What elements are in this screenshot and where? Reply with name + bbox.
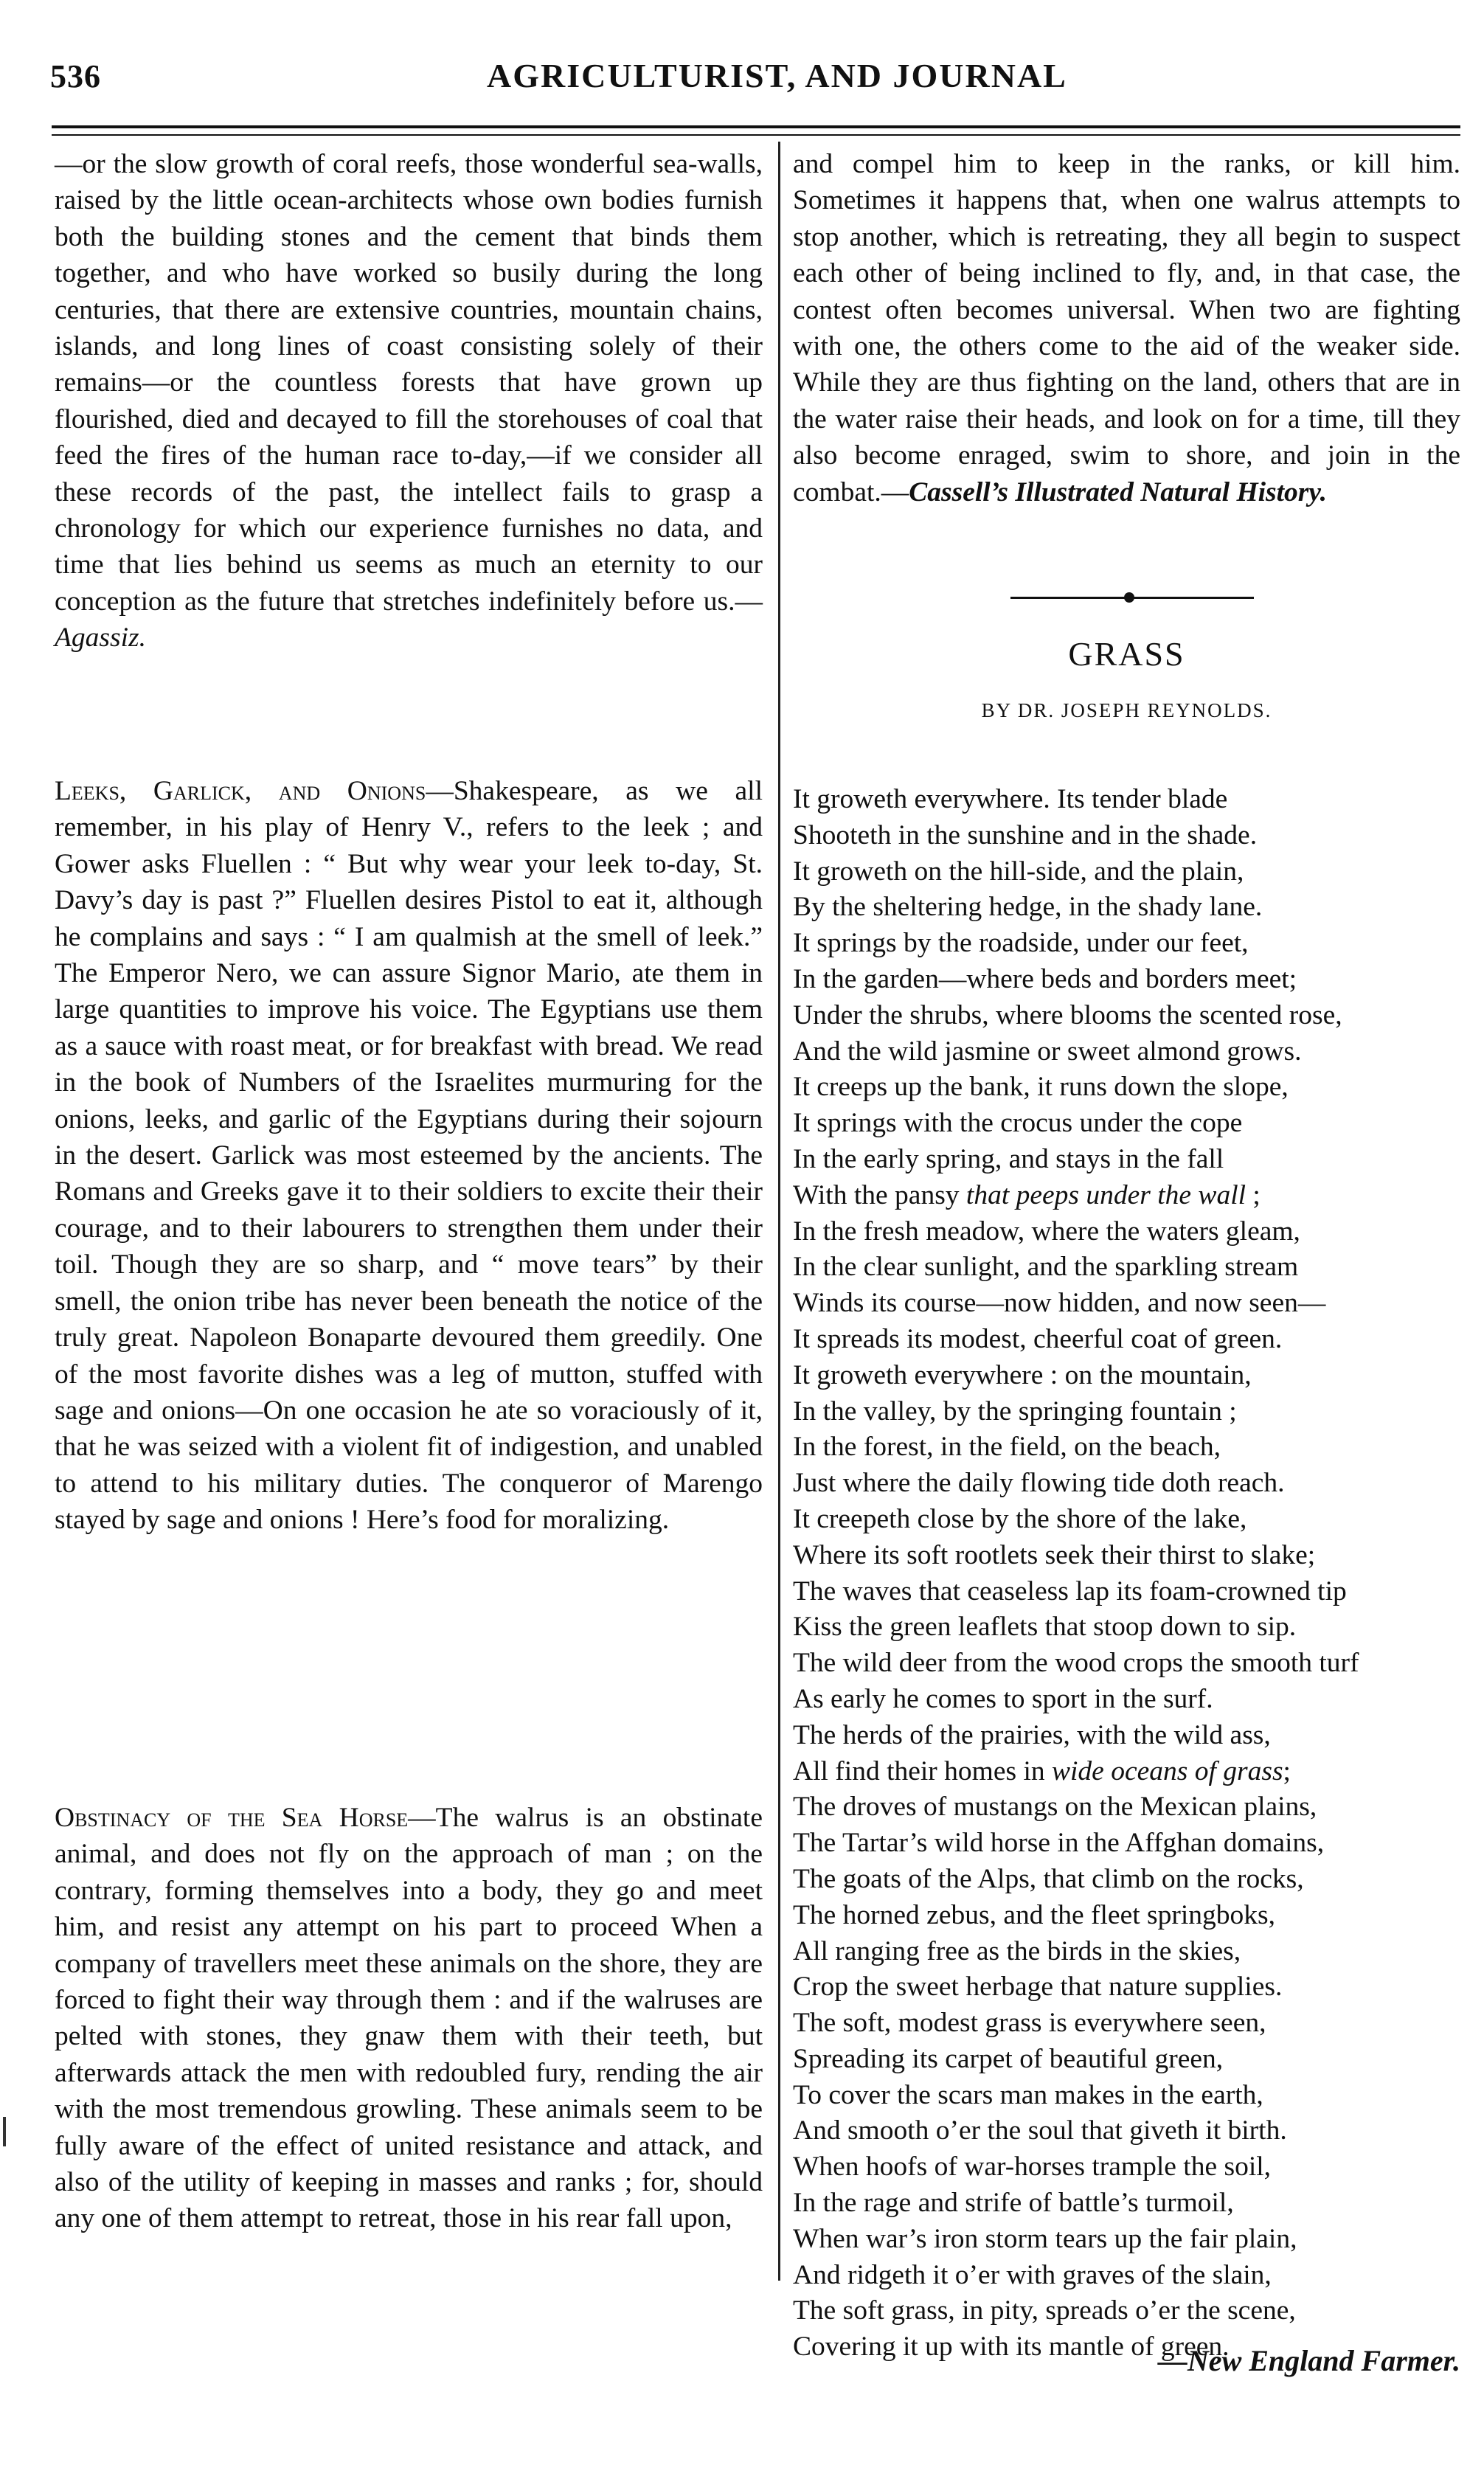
poem-line: In the clear sunlight, and the sparkling stream (793, 1252, 1299, 1283)
column-divider (778, 142, 780, 2281)
walrus-text: —The walrus is an obstinate animal, and does not fly on the approach of man ; on the contrary, forming themselves into a body, they go and meet him, and resist any attempt on his part to proceed When a company of travellers meet these animals on the shore, they are forced to fight their way through them : and if the walruses are pelted with stones, they gnaw them with their teeth, but afterwards attack the men with redoubled fury, rending the air with the most tremendous growling. These animals seem to be fully aware of the effect of united resistance and attack, and also of the utility of keeping in masses and ranks ; for, should any one of them attempt to retreat, those in his rear fall upon, (55, 1803, 763, 2234)
walrus-continued-text: and compel him to keep in the ranks, or kill him. Sometimes it happens that, when one walrus attempts to stop another, which is retreating, they all begin to suspect each other of being inclined to fly, and, in that case, the contest often becomes universal. When two are fighting with one, the others come to the aid of the weaker side. While they are thus fighting on the land, others that are in the water raise their heads, and look on for a time, till they also become enraged, swim to shore, and join in the combat.— (793, 149, 1460, 507)
poem-line: In the early spring, and stays in the fall (793, 1143, 1224, 1174)
poem-line: Kiss the green leaflets that stoop down to sip. (793, 1612, 1297, 1643)
poem-byline: BY DR. JOSEPH REYNOLDS. (981, 699, 1272, 721)
poem-line: In the fresh meadow, where the waters gleam, (793, 1216, 1300, 1247)
poem-line: In the rage and strife of battle’s turmoil, (793, 2188, 1234, 2219)
poem-line: The soft grass, in pity, spreads o’er the scene, (793, 2295, 1296, 2326)
poem-line: When war’s iron storm tears up the fair plain, (793, 2223, 1297, 2254)
poem-line: Crop the sweet herbage that nature supplies. (793, 1972, 1283, 2003)
poem-line: All ranging free as the birds in the skies, (793, 1935, 1241, 1966)
poem-line: The wild deer from the wood crops the smooth turf (793, 1648, 1359, 1679)
walrus-continued-paragraph (793, 146, 1460, 510)
divider-dot (1124, 592, 1134, 603)
poem-line: Under the shrubs, where blooms the scented rose, (793, 999, 1342, 1030)
walrus-heading: Obstinacy of the Sea Horse (55, 1803, 409, 1833)
poem-line: With the pansy that peeps under the wall ; (793, 1179, 1261, 1210)
poem-line: The Tartar’s wild horse in the Affghan domains, (793, 1828, 1325, 1859)
poem-line: Where its soft rootlets seek their thirst to slake; (793, 1539, 1316, 1570)
poem-line: It groweth on the hill-side, and the plain, (793, 856, 1244, 887)
walrus-source: Cassell’s Illustrated Natural History. (909, 476, 1328, 507)
poem-source: —New England Farmer. (1157, 2344, 1460, 2377)
poem-line: To cover the scars man makes in the earth, (793, 2079, 1263, 2110)
poem-line: It creeps up the bank, it runs down the slope, (793, 1072, 1289, 1103)
poem-line: And the wild jasmine or sweet almond grows. (793, 1036, 1302, 1067)
poem-line: Shooteth in the sunshine and in the shade. (793, 819, 1258, 850)
walrus-continued (793, 146, 1460, 510)
running-title: AGRICULTURIST, AND JOURNAL (487, 57, 1067, 94)
poem-line: It groweth everywhere. Its tender blade (793, 784, 1228, 814)
poem-line: The horned zebus, and the fleet springboks, (793, 1899, 1275, 1930)
poem-line: As early he comes to sport in the surf. (793, 1683, 1213, 1714)
poem-line: The herds of the prairies, with the wild ass, (793, 1719, 1271, 1750)
page-number: 536 (50, 58, 101, 94)
leeks-text: —Shakespeare, as we all remember, in his play of Henry V., refers to the leek ; and Gower asks Fluellen : “ But why wear your leek to-day, St. Davy’s day is past ?” Fluellen desires Pistol to eat it, although he complains and says : “ I am qualmish at the smell of leek.” The Emperor Nero, we can assure Signor Mario, ate them in large quantities to improve his voice. The Egyptians use them as a sauce with roast meat, or for breakfast with bread. We read in the book of Numbers of the Israelites murmuring for the onions, leeks, and garlic of the Egyptians during their sojourn in the desert. Garlick was most esteemed by the ancients. The Romans and Greeks gave it to their soldiers to excite their their courage, and to their labourers to strengthen them under their toil. Though they are so sharp, and “ move tears” by their smell, the onion tribe has never been beneath the notice of the truly great. Napoleon Bonaparte devoured them greedily. One of the most favorite dishes was a leg of mutton, stuffed with sage and onions—On one occasion he ate so voraciously of it, that he was seized with a violent fit of indigestion, and unabled to attend to his military duties. The conqueror of Marengo stayed by sage and onions ! Here’s food for moralizing. (55, 776, 763, 1536)
agassiz-source: Agassiz. (55, 623, 146, 654)
poem-title: GRASS (1068, 635, 1185, 673)
left-column (55, 146, 763, 656)
poem-line: In the garden—where beds and borders meet; (793, 963, 1297, 994)
poem-line: Just where the daily flowing tide doth reach. (793, 1468, 1285, 1499)
header-rule-thick (52, 125, 1460, 128)
poem-line: It springs by the roadside, under our feet, (793, 928, 1249, 959)
poem-line: It springs with the crocus under the cope (793, 1108, 1243, 1139)
poem-line: And ridgeth it o’er with graves of the slain, (793, 2259, 1272, 2290)
poem-line: Spreading its carpet of beautiful green, (793, 2043, 1224, 2074)
poem-line: It creepeth close by the shore of the lake, (793, 1503, 1247, 1534)
poem-line: The goats of the Alps, that climb on the rocks, (793, 1863, 1304, 1894)
poem-line: Covering it up with its mantle of green. (793, 2332, 1230, 2363)
poem-line: In the forest, in the field, on the beach, (793, 1432, 1221, 1463)
walrus-paragraph (55, 1800, 763, 2237)
walrus-article (55, 1800, 763, 2237)
poem-line: Winds its course—now hidden, and now seen— (793, 1288, 1326, 1319)
poem-line: And smooth o’er the soul that giveth it birth. (793, 2115, 1287, 2146)
poem-line: It groweth everywhere : on the mountain, (793, 1359, 1252, 1390)
poem-line: All find their homes in wide oceans of grass; (793, 1755, 1291, 1786)
leeks-paragraph (55, 773, 763, 1539)
leeks-article (55, 773, 763, 1539)
agassiz-text: —or the slow growth of coral reefs, those wonderful sea-walls, raised by the little ocean-architects whose own bodies furnish both the building stones and the cement that binds them together, and who have worked so busily during the long centuries, that there are extensive countries, mountain chains, islands, and long lines of coast consisting solely of their remains—or the countless forests that have grown up flourished, died and decayed to fill the storehouses of coal that feed the fires of the human race to-day,—if we consider all these records of the past, the intellect fails to grasp a chronology for which our experience furnishes no data, and time that lies behind us seems as much an eternity to our conception as the future that stretches indefinitely before us.— (55, 149, 763, 617)
margin-mark (3, 2117, 6, 2146)
agassiz-paragraph (55, 146, 763, 656)
poem-line: It spreads its modest, cheerful coat of green. (793, 1323, 1283, 1354)
section-divider-ornament (1010, 590, 1254, 605)
poem-body (793, 782, 1460, 2365)
poem-line: The droves of mustangs on the Mexican plains, (793, 1792, 1317, 1823)
header-rule-thin (52, 134, 1460, 136)
poem-line: When hoofs of war-horses trample the soil, (793, 2152, 1272, 2183)
poem-line: By the sheltering hedge, in the shady lane. (793, 892, 1263, 923)
leeks-heading: Leeks, Garlick, and Onions (55, 776, 426, 806)
poem-line: The soft, modest grass is everywhere seen, (793, 2008, 1266, 2039)
poem-line: In the valley, by the springing fountain ; (793, 1396, 1237, 1427)
poem-line: The waves that ceaseless lap its foam-crowned tip (793, 1575, 1347, 1606)
